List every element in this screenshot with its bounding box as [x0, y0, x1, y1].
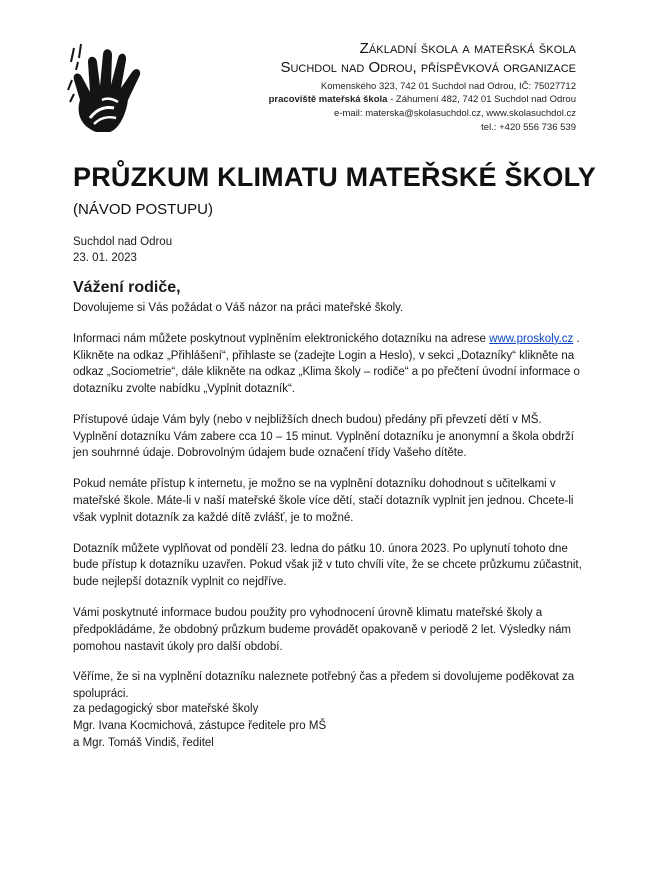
school-address: Komenského 323, 742 01 Suchdol nad Odrou, IČ: 75027712 [320, 80, 576, 92]
signature-line-2: Mgr. Ivana Kocmichová, zástupce ředitele pro MŠ [73, 719, 327, 732]
paragraph-3: Přístupové údaje Vám byly (nebo v nejbližších dnech budou) předány při převzetí dětí v MŠ. Vyplnění dotazníku Vám zabere cca 10 – 15 minut. Vyplnění dotazníku je anonymní a škola obdrží jen souhrnné údaje. Dobrovolným údajem bude označení třídy Vašeho dítěte. [73, 413, 574, 460]
paragraph-4: Pokud nemáte přístup k internetu, je možno se na vyplnění dotazníku dohodnout s učitelkami v mateřské škole. Máte-li v naší mateřské škole více dětí, stačí dotazník vyplnit jen jednou. Chcete-li však vyplnit dotazník za každé dítě zvlášť, je to možné. [73, 478, 574, 524]
paragraph-2 [73, 331, 583, 398]
signature-line-3: a Mgr. Tomáš Vindiš, ředitel [73, 736, 214, 749]
paragraph-7: Věříme, že si na vyplnění dotazníku naleznete potřebný čas a předem si dovolujeme poděkovat za spolupráci. [73, 671, 575, 701]
workplace-label: pracoviště mateřská škola [268, 94, 388, 106]
date: 23. 01. 2023 [73, 251, 137, 264]
paragraph-5: Dotazník můžete vyplňovat od pondělí 23. ledna do pátku 10. února 2023. Po uplynutí tohoto dne bude přístup k dotazníku uzavřen. Pokud však již v tuto chvíli víte, že se chcete průzkumu zúčastnit, bude nejlepší dotazník vyplnit co nejdříve. [73, 542, 582, 589]
hand-print-icon [66, 40, 158, 136]
signature-line-1: za pedagogický sbor mateřské školy [73, 703, 259, 715]
school-name-line1: Základní škola a mateřská škola [359, 40, 576, 57]
paragraph-6: Vámi poskytnuté informace budou použity pro vyhodnocení úrovně klimatu mateřské školy a předpokládáme, že obdobný průzkum budeme provádět opakovaně v periodě 2 let. Výsledky nám pomohou nastavit úkoly pro další období. [73, 606, 571, 653]
paragraph-1: Dovolujeme si Vás požádat o Váš názor na práci mateřské školy. [73, 302, 404, 314]
workplace-address: - Záhumení 482, 742 01 Suchdol nad Odrou [387, 94, 576, 106]
paragraph-2-start: Informaci nám můžete poskytnout vyplněním elektronického dotazníku na adrese [73, 332, 490, 345]
signature-block [73, 701, 326, 751]
place: Suchdol nad Odrou [73, 236, 173, 248]
greeting: Vážení rodiče, [73, 279, 181, 296]
place-date [73, 235, 172, 266]
document-title: PRŮZKUM KLIMATU MATEŘSKÉ ŠKOLY [73, 162, 596, 192]
email-line: e-mail: materska@skolasuchdol.cz, www.skolasuchdol.cz [334, 108, 576, 120]
letterhead [269, 40, 576, 135]
workplace-line [269, 93, 576, 107]
school-name-line2: Suchdol nad Odrou, příspěvková organizace [280, 58, 576, 76]
paragraph-2-end: . Klikněte na odkaz „Přihlášení“, přihlaste se (zadejte Login a Heslo), v sekci „Dotazníky“ klikněte na odkaz „Sociometrie“, dále klikněte na odkaz „Klima školy – rodiče“ a po přečtení úvodní informace o dotazníku zvolte nabídku „Vyplnit dotazník“. [73, 332, 580, 396]
document-subtitle: (NÁVOD POSTUPU) [73, 201, 214, 218]
proskoly-link[interactable]: www.proskoly.cz [489, 332, 574, 345]
phone-line: tel.: +420 556 736 539 [481, 121, 576, 133]
letter-body [73, 300, 583, 717]
